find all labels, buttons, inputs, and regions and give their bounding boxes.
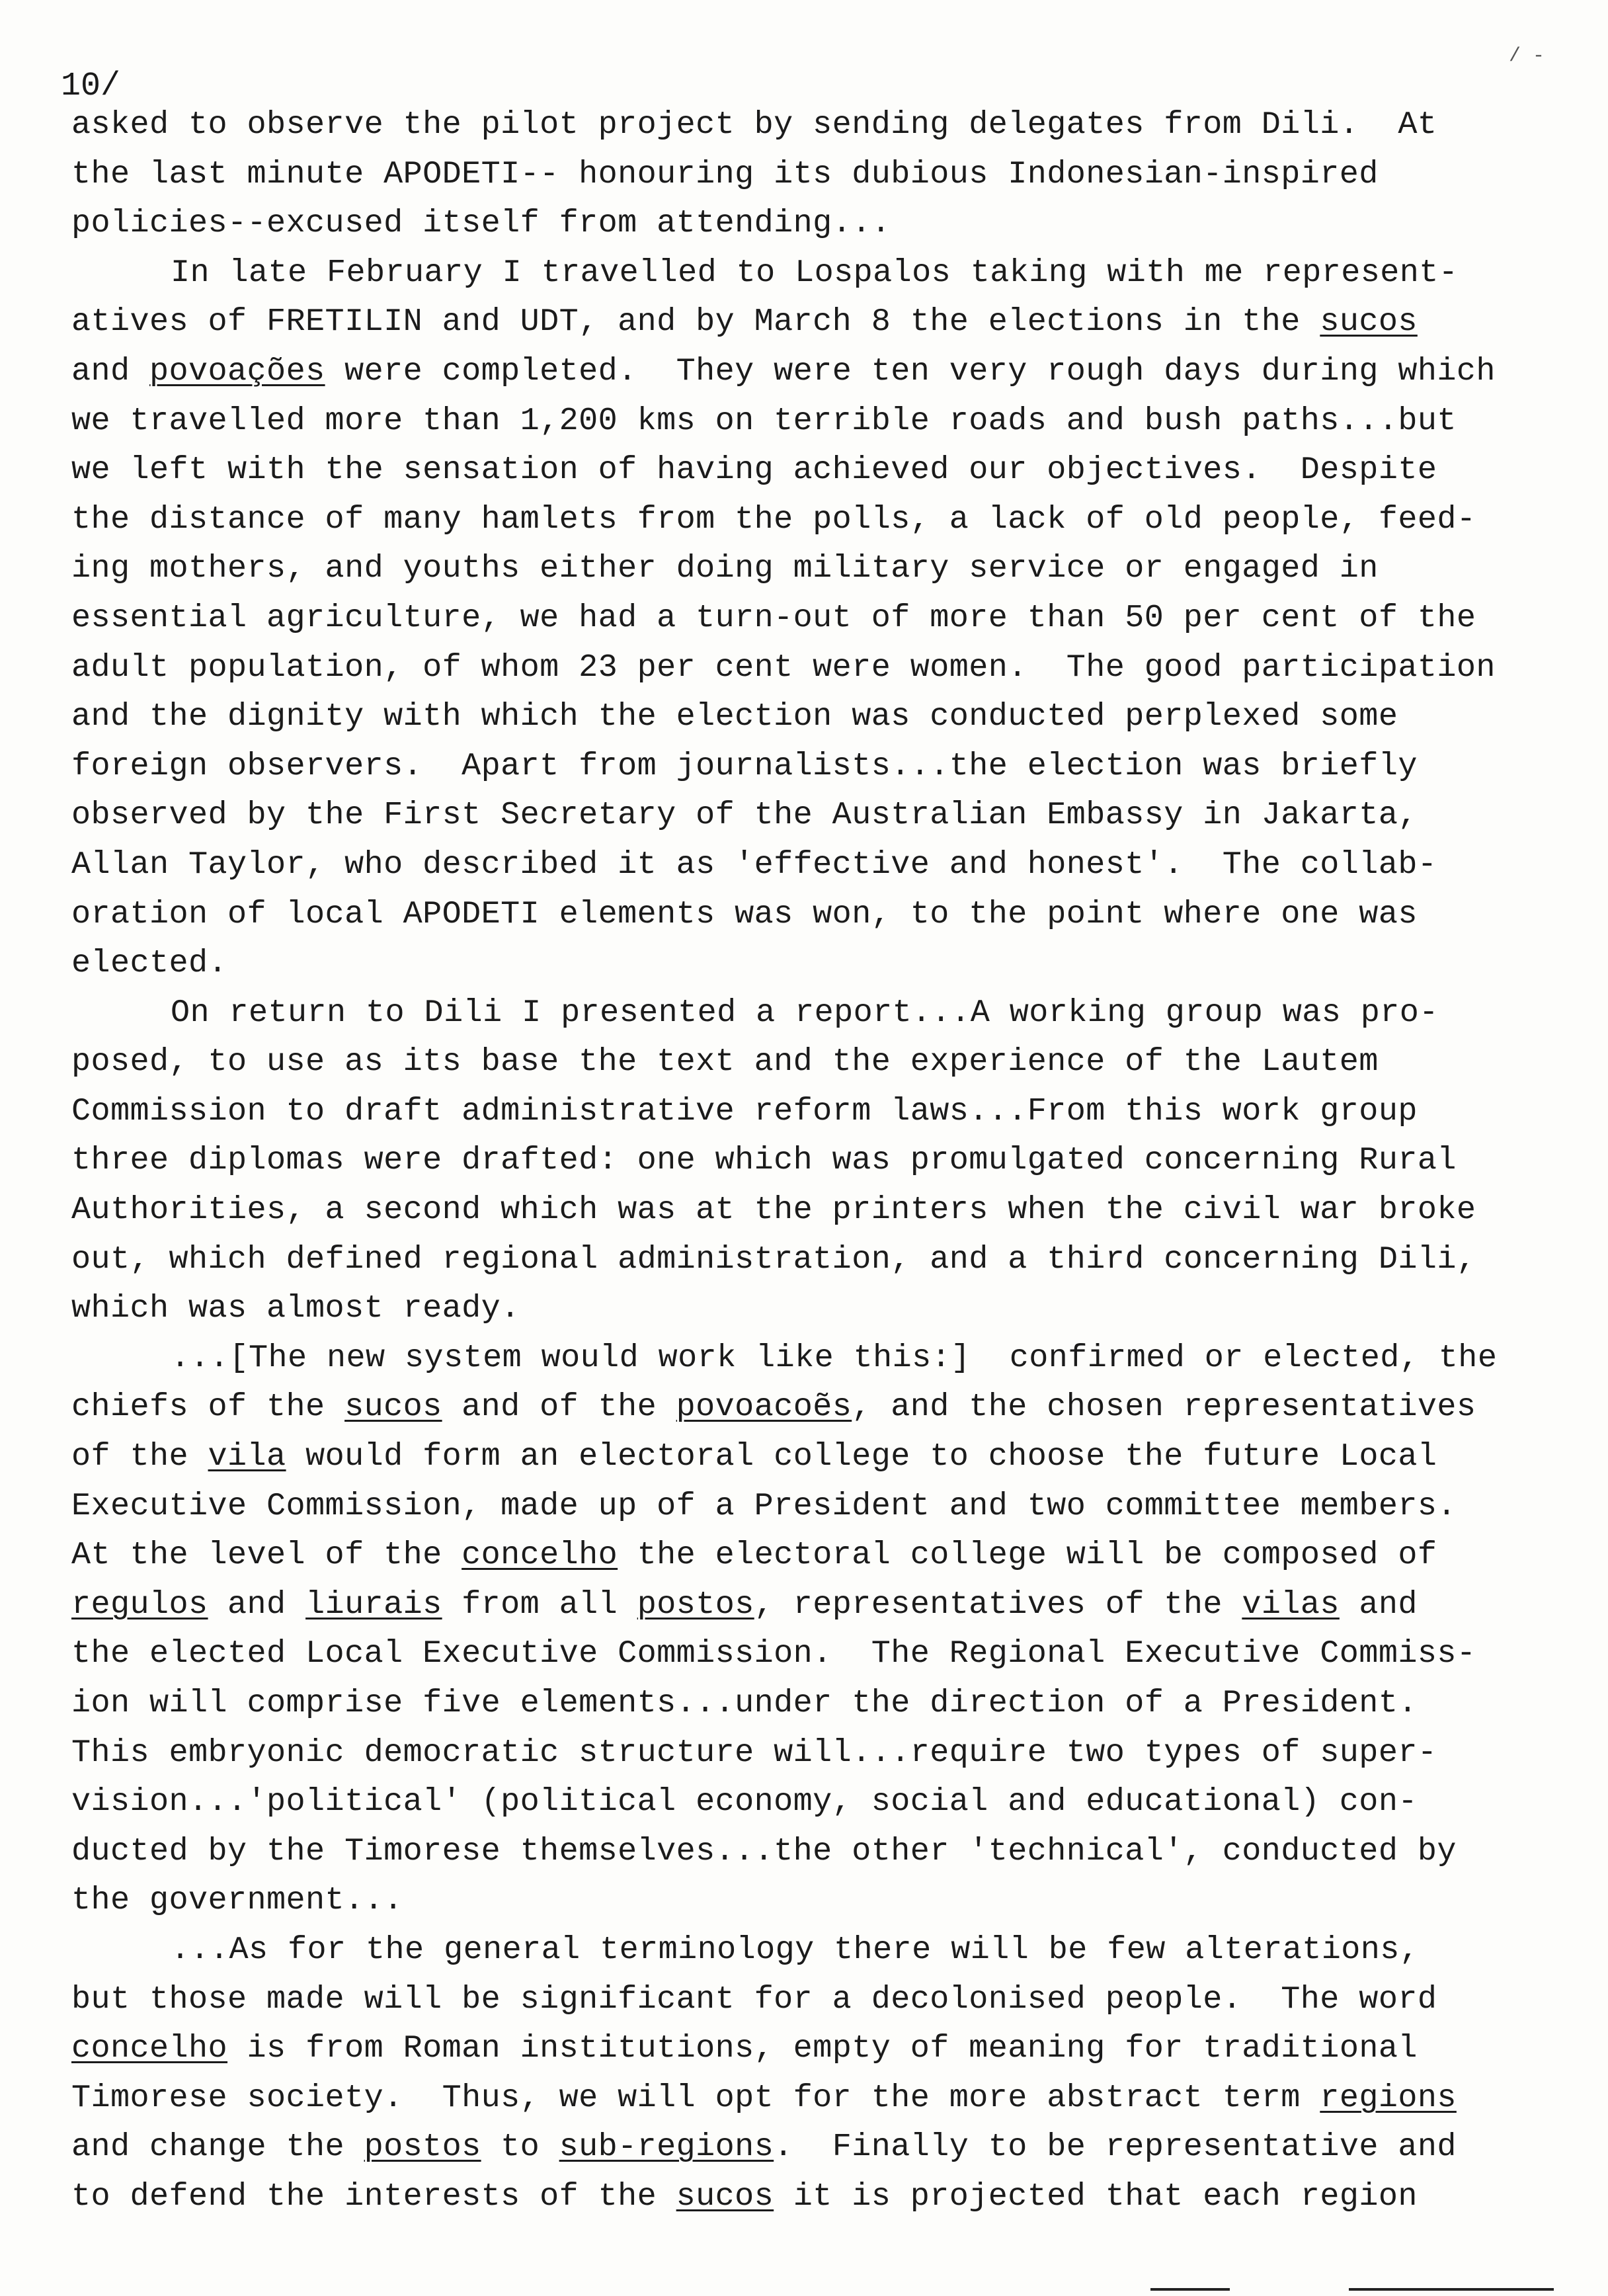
text-run: In late February I travelled to Lospalos taking with me represent-: [171, 254, 1459, 291]
text-run: three diplomas were drafted: one which was promulgated concerning Rural: [71, 1142, 1457, 1179]
body-text: [71, 101, 1559, 2222]
text-run: observed by the First Secretary of the Australian Embassy in Jakarta,: [71, 797, 1418, 834]
text-line: [71, 1136, 1559, 1186]
text-line: [71, 397, 1559, 446]
underlined-term: regions: [1320, 2079, 1457, 2116]
text-line: [71, 939, 1559, 989]
text-run: the elected Local Executive Commission. The Regional Executive Commiss-: [71, 1635, 1476, 1672]
text-run: asked to observe the pilot project by sending delegates from Dili. At: [71, 106, 1437, 143]
text-line: [71, 1679, 1559, 1729]
text-line: [71, 1531, 1559, 1580]
text-line: [71, 347, 1559, 397]
underlined-term: povoacoẽs: [676, 1389, 852, 1426]
text-run: , and the chosen representatives: [852, 1389, 1476, 1426]
text-run: , representatives of the: [754, 1586, 1242, 1623]
text-line: [71, 692, 1559, 742]
text-line: [71, 1926, 1559, 1975]
text-run: ...As for the general terminology there will be few alterations,: [171, 1931, 1420, 1968]
corner-mark: / -: [1509, 45, 1545, 67]
text-run: of the: [71, 1438, 208, 1475]
text-line: [71, 791, 1559, 840]
text-run: Commission to draft administrative reform laws...From this work group: [71, 1092, 1418, 1129]
text-run: . Finally to be representative and: [774, 2129, 1457, 2166]
bottom-rule: [1349, 2288, 1554, 2291]
text-line: [71, 1729, 1559, 1778]
underlined-term: sucos: [676, 2178, 774, 2215]
text-run: but those made will be significant for a decolonised people. The word: [71, 1981, 1437, 2018]
text-run: the distance of many hamlets from the polls, a lack of old people, feed-: [71, 501, 1476, 538]
text-line: [71, 446, 1559, 495]
underlined-term: concelho: [462, 1537, 618, 1574]
text-run: and change the: [71, 2129, 364, 2166]
text-run: Allan Taylor, who described it as 'effective and honest'. The collab-: [71, 846, 1437, 883]
text-run: posed, to use as its base the text and the experience of the Lautem: [71, 1044, 1379, 1081]
text-run: Timorese society. Thus, we will opt for the more abstract term: [71, 2079, 1320, 2116]
text-line: [71, 1629, 1559, 1679]
text-run: policies--excused itself from attending...: [71, 205, 891, 242]
text-run: oration of local APODETI elements was won, to the point where one was: [71, 895, 1418, 932]
page-number: 10/: [61, 67, 121, 105]
text-line: [71, 1580, 1559, 1630]
underlined-term: vilas: [1242, 1586, 1340, 1623]
underlined-term: postos: [364, 2129, 481, 2166]
text-run: the government...: [71, 1882, 403, 1919]
text-run: On return to Dili I presented a report...A working group was pro-: [171, 994, 1439, 1031]
text-run: chiefs of the: [71, 1389, 345, 1426]
text-run: and: [1339, 1586, 1418, 1623]
text-line: [71, 1778, 1559, 1827]
text-line: [71, 742, 1559, 792]
text-run: This embryonic democratic structure will...require two types of super-: [71, 1734, 1437, 1771]
text-run: and of the: [442, 1389, 676, 1426]
text-line: [71, 1087, 1559, 1137]
text-run: adult population, of whom 23 per cent were women. The good participation: [71, 649, 1496, 686]
text-line: [71, 249, 1559, 298]
underlined-term: regulos: [71, 1586, 208, 1623]
text-line: [71, 1284, 1559, 1334]
text-run: foreign observers. Apart from journalists...the election was briefly: [71, 747, 1418, 784]
text-run: Executive Commission, made up of a President and two committee members.: [71, 1487, 1457, 1524]
underlined-term: vila: [208, 1438, 286, 1475]
text-run: essential agriculture, we had a turn-out of more than 50 per cent of the: [71, 599, 1476, 636]
text-run: elected.: [71, 945, 228, 982]
text-line: [71, 1432, 1559, 1482]
text-run: ducted by the Timorese themselves...the other 'technical', conducted by: [71, 1832, 1457, 1869]
text-line: [71, 1038, 1559, 1087]
text-run: to: [481, 2129, 559, 2166]
text-run: ing mothers, and youths either doing military service or engaged in: [71, 550, 1379, 587]
text-line: [71, 1827, 1559, 1877]
underlined-term: postos: [637, 1586, 754, 1623]
text-line: [71, 150, 1559, 200]
text-run: and the dignity with which the election was conducted perplexed some: [71, 698, 1398, 735]
text-line: [71, 199, 1559, 249]
text-line: [71, 2024, 1559, 2074]
text-run: and: [71, 352, 150, 390]
text-run: from all: [442, 1586, 637, 1623]
text-line: [71, 989, 1559, 1038]
bottom-rule: [1150, 2288, 1230, 2291]
text-run: is from Roman institutions, empty of meaning for traditional: [227, 2030, 1418, 2067]
text-line: [71, 890, 1559, 940]
text-run: the electoral college will be composed of: [618, 1537, 1437, 1574]
text-run: At the level of the: [71, 1537, 462, 1574]
text-line: [71, 1482, 1559, 1532]
text-line: [71, 2172, 1559, 2222]
text-line: [71, 2074, 1559, 2123]
text-run: would form an electoral college to choose the future Local: [286, 1438, 1437, 1475]
underlined-term: sucos: [344, 1389, 442, 1426]
text-line: [71, 643, 1559, 693]
text-run: and: [208, 1586, 306, 1623]
underlined-term: povoações: [149, 352, 325, 390]
text-run: vision...'political' (political economy, social and educational) con-: [71, 1784, 1418, 1821]
text-run: we left with the sensation of having achieved our objectives. Despite: [71, 452, 1437, 489]
text-run: atives of FRETILIN and UDT, and by March 8 the elections in the: [71, 304, 1320, 341]
text-line: [71, 1383, 1559, 1432]
text-run: the last minute APODETI-- honouring its dubious Indonesian-inspired: [71, 155, 1379, 192]
text-line: [71, 840, 1559, 890]
underlined-term: liurais: [305, 1586, 442, 1623]
text-run: out, which defined regional administration, and a third concerning Dili,: [71, 1241, 1476, 1278]
text-run: ion will comprise five elements...under the direction of a President.: [71, 1685, 1418, 1721]
text-run: were completed. They were ten very rough days during which: [325, 352, 1496, 390]
text-run: to defend the interests of the: [71, 2178, 676, 2215]
text-line: [71, 1975, 1559, 2025]
text-line: [71, 1186, 1559, 1235]
text-run: Authorities, a second which was at the printers when the civil war broke: [71, 1192, 1476, 1229]
text-run: which was almost ready.: [71, 1290, 520, 1327]
text-run: ...[The new system would work like this:] confirmed or elected, the: [171, 1339, 1498, 1376]
text-run: we travelled more than 1,200 kms on terrible roads and bush paths...but: [71, 402, 1457, 439]
underlined-term: sub-regions: [559, 2129, 774, 2166]
text-run: it is projected that each region: [774, 2178, 1418, 2215]
text-line: [71, 101, 1559, 150]
text-line: [71, 495, 1559, 545]
text-line: [71, 1876, 1559, 1926]
text-line: [71, 594, 1559, 643]
underlined-term: concelho: [71, 2030, 228, 2067]
text-line: [71, 1235, 1559, 1285]
underlined-term: sucos: [1320, 304, 1418, 341]
text-line: [71, 1334, 1559, 1383]
text-line: [71, 2123, 1559, 2172]
text-line: [71, 298, 1559, 347]
text-line: [71, 544, 1559, 594]
